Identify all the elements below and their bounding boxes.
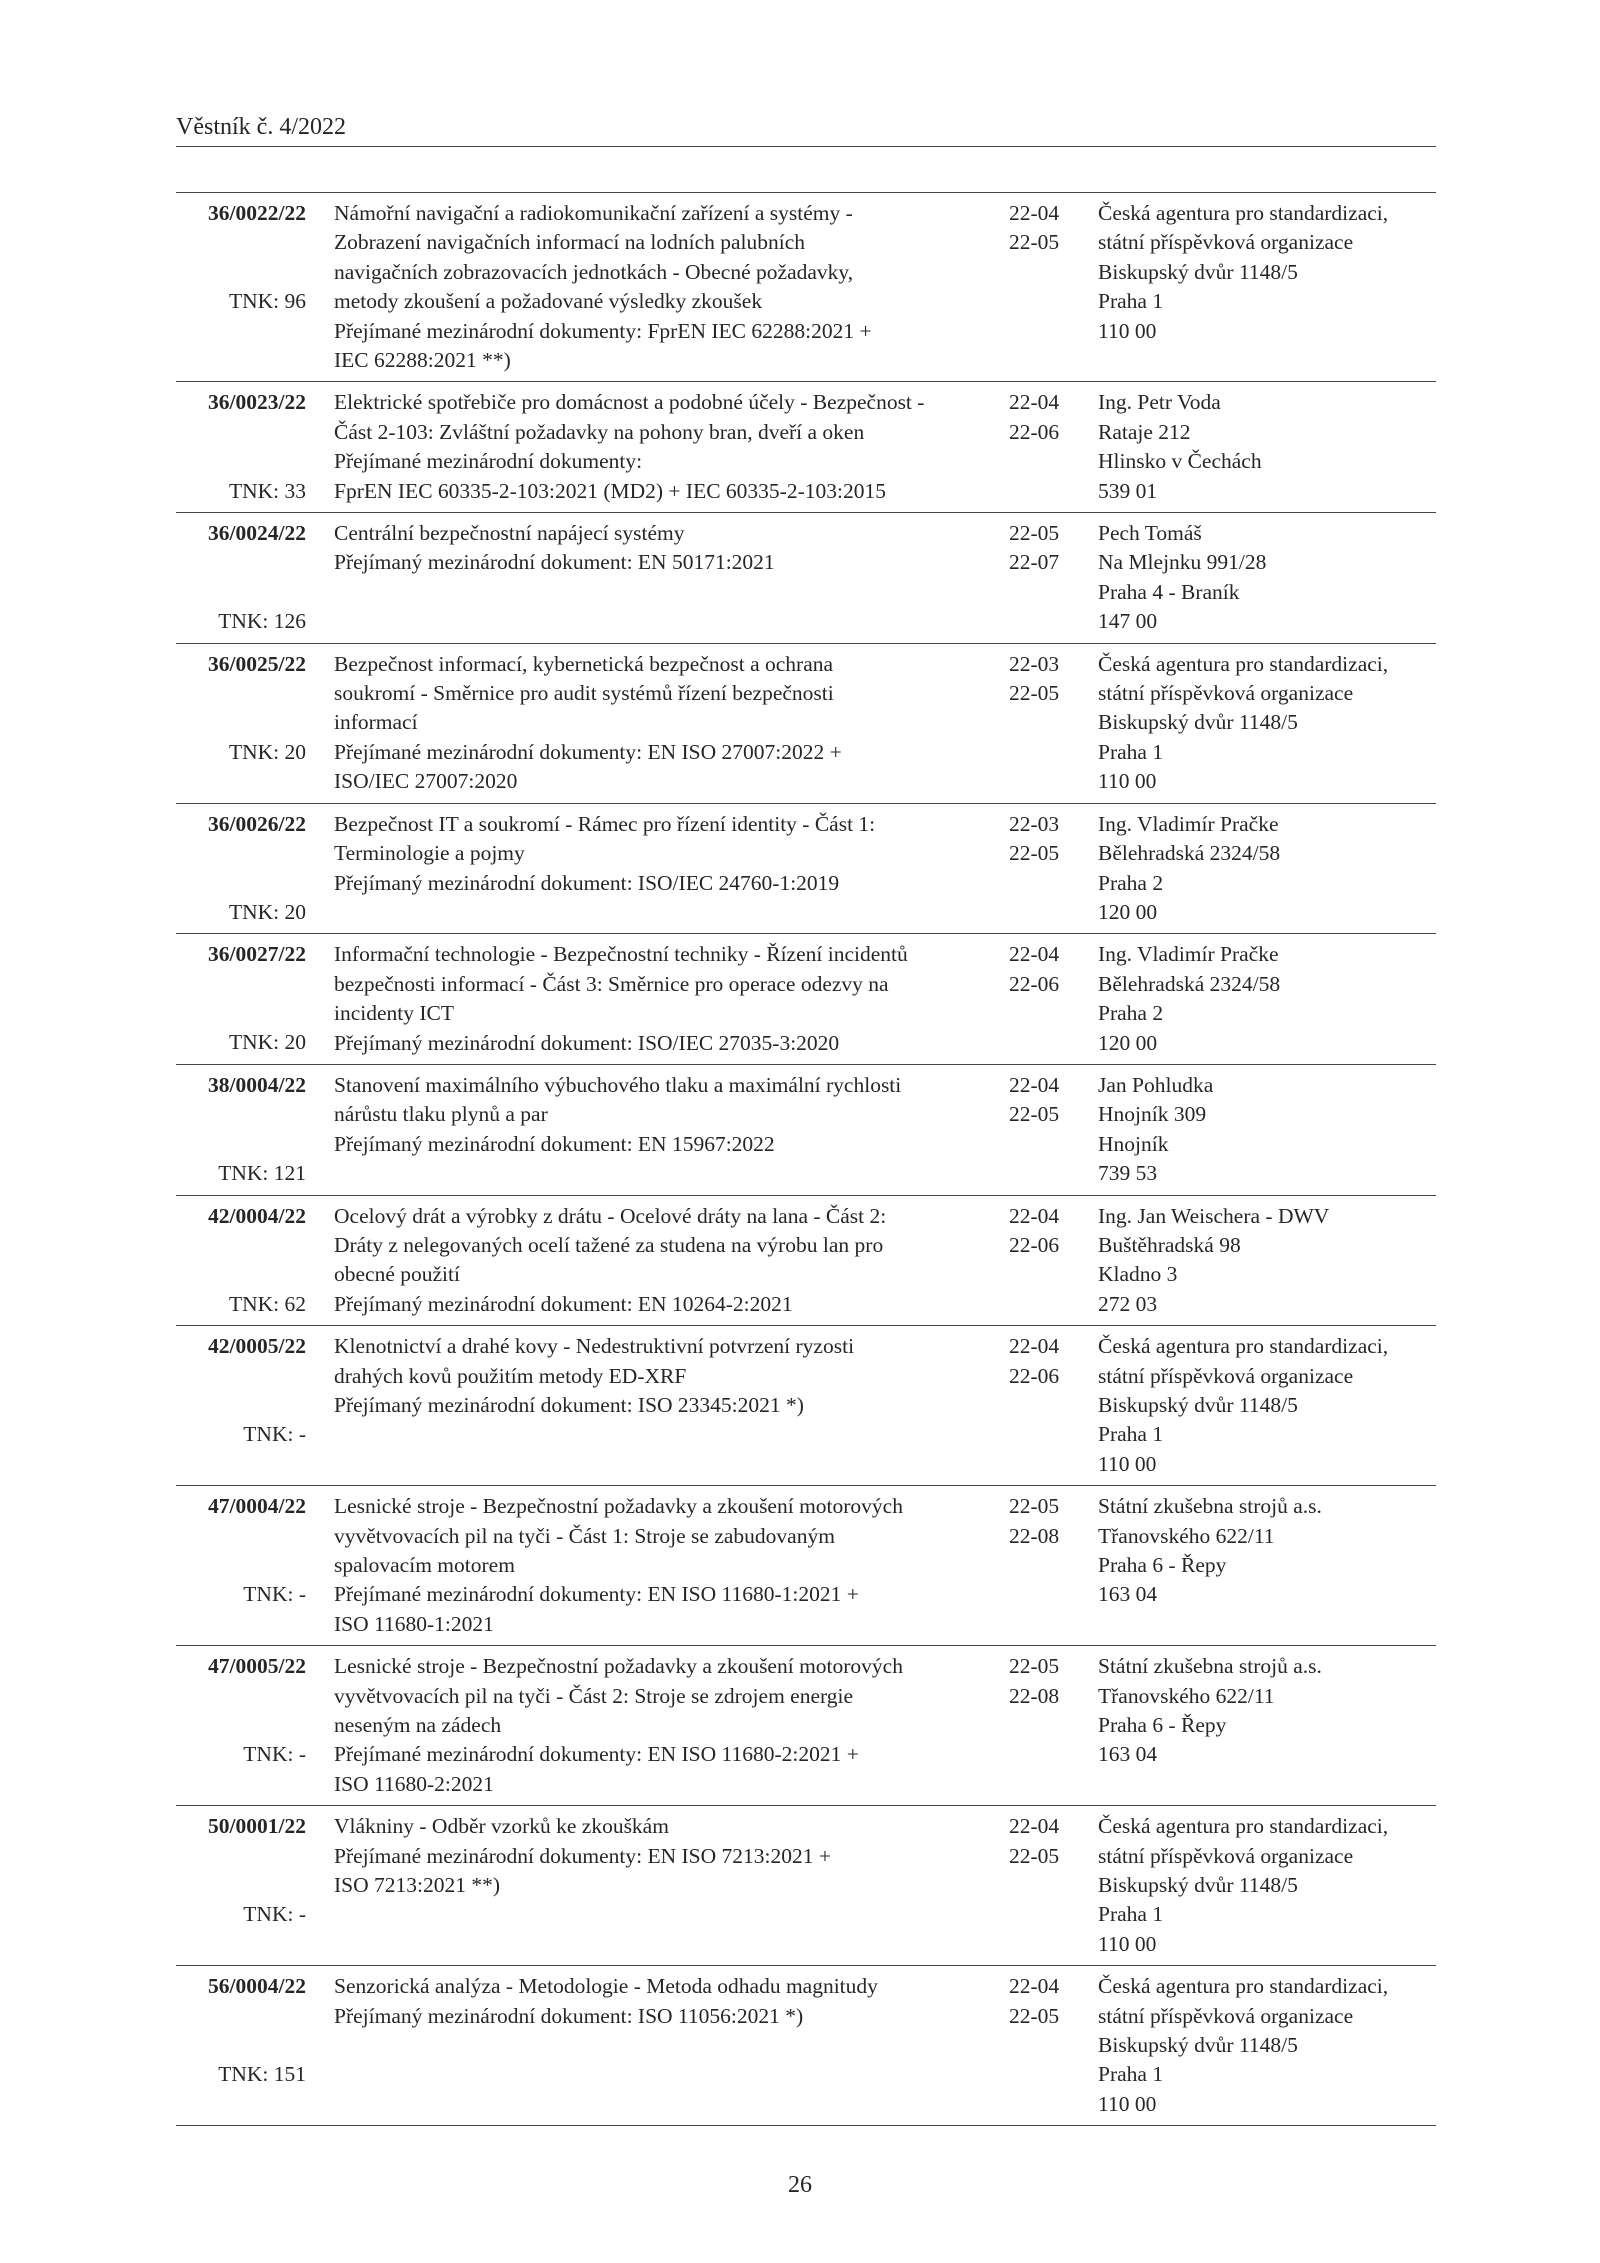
- date-value: 22-08: [1009, 1523, 1060, 1548]
- code-cell: [176, 1071, 306, 1189]
- title-line: Zobrazení navigačních informací na lodních palubních: [334, 230, 806, 255]
- date-value: 22-05: [1009, 521, 1060, 546]
- title-line: Část 2-103: Zvláštní požadavky na pohony bran, dveří a oken: [334, 419, 865, 444]
- dates-cell: [1009, 940, 1071, 999]
- standard-code: 42/0005/22: [208, 1334, 306, 1359]
- dates-cell: [1009, 1972, 1071, 2031]
- title-line: informací: [334, 710, 418, 735]
- date-value: 22-06: [1009, 1232, 1060, 1257]
- standard-code: 36/0025/22: [208, 651, 306, 676]
- title-line: Klenotnictví a drahé kovy - Nedestruktivní potvrzení ryzosti: [334, 1334, 855, 1359]
- address-line: Praha 1: [1098, 1422, 1164, 1447]
- table-row: [176, 804, 1436, 935]
- title-line: nárůstu tlaku plynů a par: [334, 1102, 548, 1127]
- address-line: Pech Tomáš: [1098, 521, 1202, 546]
- code-cell: [176, 388, 306, 506]
- address-line: Hlinsko v Čechách: [1098, 449, 1262, 474]
- title-line: Přejímaný mezinárodní dokument: ISO/IEC 27035-3:2020: [334, 1030, 840, 1055]
- date-value: 22-04: [1009, 1814, 1060, 1839]
- title-line: ISO 7213:2021 **): [334, 1873, 501, 1897]
- title-line: vyvětvovacích pil na tyči - Část 2: Stroje se zdrojem energie: [334, 1683, 854, 1708]
- date-value: 22-05: [1009, 2003, 1060, 2028]
- address-line: Biskupský dvůr 1148/5: [1098, 1392, 1298, 1417]
- tnk-label: TNK: -: [243, 1422, 306, 1447]
- standard-code: 36/0022/22: [208, 201, 306, 225]
- title-line: navigačních zobrazovacích jednotkách - Obecné požadavky,: [334, 259, 854, 284]
- address-line: Třanovského 622/11: [1098, 1523, 1275, 1548]
- address-line: Třanovského 622/11: [1098, 1683, 1275, 1708]
- title-line: Bezpečnost IT a soukromí - Rámec pro řízení identity - Část 1:: [334, 811, 876, 836]
- title-line: IEC 62288:2021 **): [334, 348, 511, 373]
- title-line: Námořní navigační a radiokomunikační zařízení a systémy -: [334, 201, 853, 225]
- date-value: 22-03: [1009, 811, 1060, 836]
- address-line: Rataje 212: [1098, 419, 1191, 444]
- code-cell: [176, 650, 306, 797]
- address-cell: [1098, 1071, 1436, 1189]
- title-line: Přejímané mezinárodní dokumenty: EN ISO 7213:2021 +: [334, 1843, 831, 1868]
- address-line: 110 00: [1098, 1451, 1157, 1476]
- code-cell: [176, 1652, 306, 1799]
- table-row: [176, 1196, 1436, 1327]
- date-value: 22-04: [1009, 942, 1060, 967]
- code-cell: [176, 810, 306, 928]
- address-line: Praha 6 - Řepy: [1098, 1712, 1227, 1737]
- title-line: Přejímaný mezinárodní dokument: ISO/IEC 24760-1:2019: [334, 870, 840, 895]
- title-cell: [334, 1652, 903, 1799]
- address-line: 120 00: [1098, 899, 1158, 924]
- address-line: 272 03: [1098, 1291, 1158, 1316]
- address-line: Hnojník 309: [1098, 1102, 1207, 1127]
- code-cell: [176, 1812, 306, 1959]
- title-line: bezpečnosti informací - Část 3: Směrnice pro operace odezvy na: [334, 971, 889, 996]
- code-cell: [176, 1972, 306, 2119]
- title-line: metody zkoušení a požadované výsledky zkoušek: [334, 289, 763, 314]
- address-cell: [1098, 1652, 1436, 1770]
- title-line: Bezpečnost informací, kybernetická bezpečnost a ochrana: [334, 651, 834, 676]
- dates-cell: [1009, 650, 1071, 709]
- address-line: Praha 2: [1098, 1001, 1164, 1026]
- title-cell: [334, 1071, 902, 1189]
- address-cell: [1098, 199, 1436, 346]
- date-value: 22-04: [1009, 201, 1060, 225]
- date-value: 22-07: [1009, 550, 1060, 575]
- title-line: Přejímané mezinárodní dokumenty: EN ISO 27007:2022 +: [334, 739, 842, 764]
- standards-table: [176, 192, 1436, 2126]
- date-value: 22-05: [1009, 1102, 1060, 1127]
- standard-code: 36/0027/22: [208, 942, 306, 967]
- address-line: Ing. Vladimír Pračke: [1098, 942, 1279, 967]
- address-line: Hnojník: [1098, 1131, 1169, 1156]
- table-row: [176, 1646, 1436, 1806]
- title-cell: [334, 388, 925, 506]
- date-value: 22-05: [1009, 1654, 1060, 1679]
- code-cell: [176, 1492, 306, 1639]
- page-header: [176, 112, 1436, 147]
- address-line: Ing. Petr Voda: [1098, 390, 1221, 415]
- date-value: 22-04: [1009, 1974, 1060, 1999]
- address-line: Státní zkušebna strojů a.s.: [1098, 1494, 1322, 1519]
- title-line: spalovacím motorem: [334, 1552, 515, 1577]
- title-cell: [334, 650, 874, 797]
- tnk-label: TNK: -: [243, 1742, 306, 1767]
- dates-cell: [1009, 1492, 1071, 1551]
- address-line: Jan Pohludka: [1098, 1072, 1214, 1097]
- code-cell: [176, 199, 306, 375]
- title-line: vyvětvovacích pil na tyči - Část 1: Stroje se zabudovaným: [334, 1523, 835, 1548]
- address-line: 147 00: [1098, 609, 1158, 634]
- address-line: 163 04: [1098, 1582, 1158, 1607]
- address-cell: [1098, 810, 1436, 928]
- tnk-label: TNK: 20: [228, 899, 306, 924]
- journal-title: Věstník č. 4/2022: [176, 114, 346, 140]
- standard-code: 36/0026/22: [208, 811, 306, 836]
- title-line: Přejímaný mezinárodní dokument: EN 10264-2:2021: [334, 1291, 793, 1316]
- address-line: Biskupský dvůr 1148/5: [1098, 710, 1298, 735]
- address-line: Na Mlejnku 991/28: [1098, 550, 1267, 575]
- title-cell: [334, 940, 908, 1058]
- code-cell: [176, 1332, 306, 1479]
- title-line: Informační technologie - Bezpečnostní techniky - Řízení incidentů: [334, 942, 908, 967]
- address-line: Biskupský dvůr 1148/5: [1098, 259, 1298, 284]
- tnk-label: TNK: 121: [218, 1161, 306, 1186]
- date-value: 22-05: [1009, 1843, 1060, 1868]
- address-cell: [1098, 1972, 1436, 2119]
- title-line: incidenty ICT: [334, 1001, 455, 1026]
- title-line: Ocelový drát a výrobky z drátu - Ocelové dráty na lana - Část 2:: [334, 1203, 887, 1228]
- address-line: 110 00: [1098, 2091, 1157, 2116]
- address-line: Praha 1: [1098, 739, 1164, 764]
- title-line: Stanovení maximálního výbuchového tlaku a maximální rychlosti: [334, 1072, 902, 1097]
- title-line: Přejímaný mezinárodní dokument: ISO 11056:2021 *): [334, 2003, 804, 2028]
- address-cell: [1098, 1202, 1436, 1320]
- title-line: ISO/IEC 27007:2020: [334, 769, 518, 794]
- title-line: Lesnické stroje - Bezpečnostní požadavky a zkoušení motorových: [334, 1654, 903, 1679]
- address-line: Česká agentura pro standardizaci,: [1098, 651, 1389, 676]
- address-line: Ing. Vladimír Pračke: [1098, 811, 1279, 836]
- title-line: Přejímaný mezinárodní dokument: EN 50171:2021: [334, 550, 775, 575]
- title-line: soukromí - Směrnice pro audit systémů řízení bezpečnosti: [334, 681, 834, 706]
- address-line: Praha 1: [1098, 1902, 1164, 1927]
- address-line: Česká agentura pro standardizaci,: [1098, 201, 1389, 225]
- title-line: Přejímaný mezinárodní dokument: EN 15967:2022: [334, 1131, 775, 1156]
- table-row: [176, 644, 1436, 804]
- tnk-label: TNK: 96: [228, 289, 306, 314]
- dates-cell: [1009, 810, 1071, 869]
- table-row: [176, 1486, 1436, 1646]
- title-line: Centrální bezpečnostní napájecí systémy: [334, 521, 685, 546]
- address-cell: [1098, 1492, 1436, 1610]
- table-row: [176, 513, 1436, 644]
- address-cell: [1098, 940, 1436, 1058]
- title-cell: [334, 1332, 874, 1479]
- address-line: státní příspěvková organizace: [1098, 1843, 1354, 1868]
- table-row: [176, 934, 1436, 1065]
- date-value: 22-06: [1009, 971, 1060, 996]
- tnk-label: TNK: 151: [218, 2062, 306, 2087]
- dates-cell: [1009, 1812, 1071, 1871]
- standard-code: 36/0023/22: [208, 390, 306, 415]
- tnk-label: TNK: -: [243, 1582, 306, 1607]
- address-line: Kladno 3: [1098, 1262, 1178, 1287]
- title-line: drahých kovů použitím metody ED-XRF: [334, 1363, 687, 1388]
- date-value: 22-08: [1009, 1683, 1060, 1708]
- page-number: 26: [788, 2172, 812, 2198]
- date-value: 22-04: [1009, 1203, 1060, 1228]
- title-line: neseným na zádech: [334, 1712, 502, 1737]
- standard-code: 56/0004/22: [208, 1974, 306, 1999]
- address-cell: [1098, 650, 1436, 797]
- title-line: Lesnické stroje - Bezpečnostní požadavky a zkoušení motorových: [334, 1494, 903, 1519]
- address-line: 163 04: [1098, 1742, 1158, 1767]
- table-row: [176, 193, 1436, 382]
- dates-cell: [1009, 1652, 1071, 1711]
- address-line: 110 00: [1098, 769, 1157, 794]
- table-row: [176, 1966, 1436, 2126]
- title-cell: [334, 1812, 874, 1959]
- standard-code: 36/0024/22: [208, 521, 306, 546]
- date-value: 22-05: [1009, 681, 1060, 706]
- address-line: Praha 1: [1098, 2062, 1164, 2087]
- address-line: Česká agentura pro standardizaci,: [1098, 1974, 1389, 1999]
- dates-cell: [1009, 519, 1071, 578]
- standard-code: 47/0004/22: [208, 1494, 306, 1519]
- address-line: Bělehradská 2324/58: [1098, 971, 1281, 996]
- address-line: Bělehradská 2324/58: [1098, 841, 1281, 866]
- address-cell: [1098, 519, 1436, 637]
- address-cell: [1098, 388, 1436, 506]
- address-line: 739 53: [1098, 1161, 1158, 1186]
- address-line: Buštěhradská 98: [1098, 1232, 1241, 1257]
- dates-cell: [1009, 1071, 1071, 1130]
- address-cell: [1098, 1332, 1436, 1479]
- title-line: ISO 11680-1:2021: [334, 1611, 494, 1636]
- title-line: Terminologie a pojmy: [334, 841, 525, 866]
- standard-code: 50/0001/22: [208, 1814, 306, 1839]
- address-line: Biskupský dvůr 1148/5: [1098, 2033, 1298, 2057]
- address-line: státní příspěvková organizace: [1098, 1363, 1354, 1388]
- title-line: obecné použití: [334, 1262, 460, 1287]
- table-row: [176, 1806, 1436, 1966]
- address-line: 110 00: [1098, 1931, 1157, 1956]
- tnk-label: TNK: 20: [228, 1030, 306, 1055]
- tnk-label: TNK: 62: [228, 1291, 306, 1316]
- standard-code: 38/0004/22: [208, 1072, 306, 1097]
- title-cell: [334, 519, 874, 637]
- address-line: Praha 2: [1098, 870, 1164, 895]
- address-line: státní příspěvková organizace: [1098, 2003, 1354, 2028]
- date-value: 22-04: [1009, 1334, 1060, 1359]
- title-line: Přejímané mezinárodní dokumenty: FprEN IEC 62288:2021 +: [334, 318, 872, 343]
- code-cell: [176, 1202, 306, 1320]
- date-value: 22-04: [1009, 1072, 1060, 1097]
- title-line: Dráty z nelegovaných ocelí tažené za studena na výrobu lan pro: [334, 1232, 884, 1257]
- address-line: 120 00: [1098, 1030, 1158, 1055]
- tnk-label: TNK: 33: [228, 478, 306, 503]
- address-line: Biskupský dvůr 1148/5: [1098, 1873, 1298, 1897]
- address-line: státní příspěvková organizace: [1098, 681, 1354, 706]
- title-cell: [334, 1972, 878, 2119]
- table-row: [176, 382, 1436, 513]
- date-value: 22-05: [1009, 230, 1060, 255]
- table-row: [176, 1065, 1436, 1196]
- address-line: Praha 1: [1098, 289, 1164, 314]
- address-line: Česká agentura pro standardizaci,: [1098, 1334, 1389, 1359]
- address-line: Státní zkušebna strojů a.s.: [1098, 1654, 1322, 1679]
- title-line: Přejímané mezinárodní dokumenty: EN ISO 11680-1:2021 +: [334, 1582, 859, 1607]
- dates-cell: [1009, 1332, 1071, 1391]
- dates-cell: [1009, 388, 1071, 447]
- code-cell: [176, 940, 306, 1058]
- date-value: 22-03: [1009, 651, 1060, 676]
- date-value: 22-05: [1009, 1494, 1060, 1519]
- address-line: Česká agentura pro standardizaci,: [1098, 1814, 1389, 1839]
- title-line: Vlákniny - Odběr vzorků ke zkouškám: [334, 1814, 669, 1839]
- standard-code: 42/0004/22: [208, 1203, 306, 1228]
- title-cell: [334, 1492, 903, 1639]
- address-line: Praha 6 - Řepy: [1098, 1552, 1227, 1577]
- date-value: 22-06: [1009, 419, 1060, 444]
- title-line: Senzorická analýza - Metodologie - Metoda odhadu magnitudy: [334, 1974, 878, 1999]
- table-row: [176, 1326, 1436, 1486]
- date-value: 22-06: [1009, 1363, 1060, 1388]
- date-value: 22-05: [1009, 841, 1060, 866]
- title-line: Přejímaný mezinárodní dokument: ISO 23345:2021 *): [334, 1392, 804, 1417]
- date-value: 22-04: [1009, 390, 1060, 415]
- tnk-label: TNK: 20: [228, 739, 306, 764]
- title-line: Přejímané mezinárodní dokumenty: EN ISO 11680-2:2021 +: [334, 1742, 859, 1767]
- standard-code: 47/0005/22: [208, 1654, 306, 1679]
- title-cell: [334, 810, 874, 928]
- address-cell: [1098, 1812, 1436, 1959]
- address-line: Ing. Jan Weischera - DWV: [1098, 1203, 1330, 1228]
- title-cell: [334, 199, 874, 375]
- title-line: FprEN IEC 60335-2-103:2021 (MD2) + IEC 60335-2-103:2015: [334, 478, 886, 503]
- address-line: 539 01: [1098, 478, 1158, 503]
- address-line: Praha 4 - Braník: [1098, 579, 1240, 604]
- title-cell: [334, 1202, 887, 1320]
- address-line: 110 00: [1098, 318, 1157, 343]
- dates-cell: [1009, 199, 1071, 258]
- address-line: státní příspěvková organizace: [1098, 230, 1354, 255]
- code-cell: [176, 519, 306, 637]
- dates-cell: [1009, 1202, 1071, 1261]
- tnk-label: TNK: -: [243, 1902, 306, 1927]
- tnk-label: TNK: 126: [218, 609, 306, 634]
- title-line: Přejímané mezinárodní dokumenty:: [334, 449, 643, 474]
- title-line: Elektrické spotřebiče pro domácnost a podobné účely - Bezpečnost -: [334, 390, 925, 415]
- title-line: ISO 11680-2:2021: [334, 1771, 494, 1796]
